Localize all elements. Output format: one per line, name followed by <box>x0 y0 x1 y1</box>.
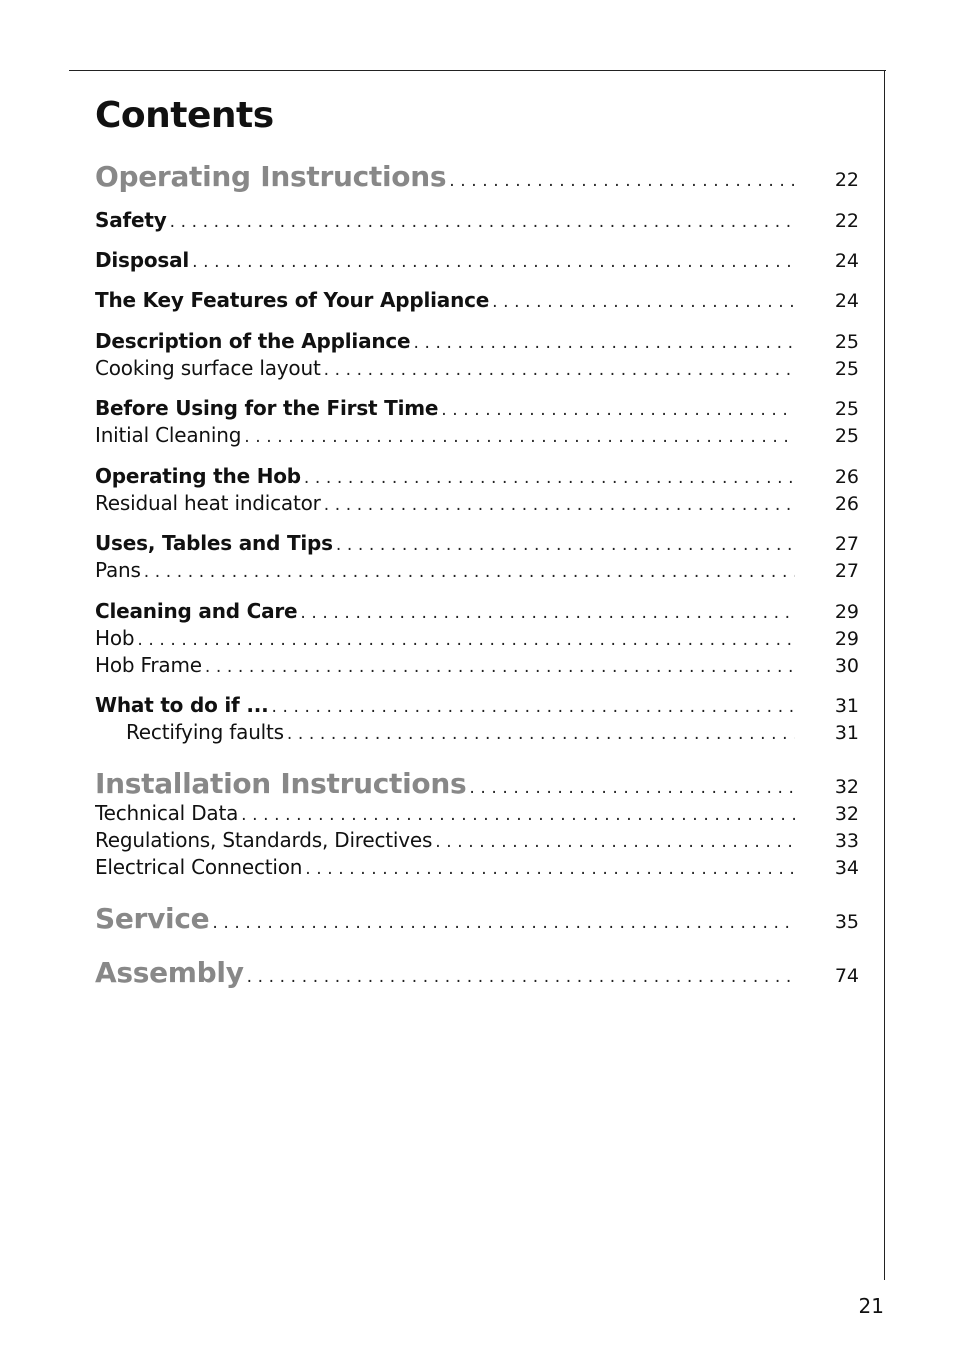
dot-leader <box>336 535 795 555</box>
toc-entry-page: 25 <box>834 425 859 447</box>
toc-entry-label: Safety <box>95 208 167 232</box>
toc-entry-page: 25 <box>834 358 859 380</box>
toc-entry-technical-data[interactable] <box>95 801 859 825</box>
toc-entry-label: Installation Instructions <box>95 767 467 800</box>
toc-entry-what-to-do-if[interactable] <box>95 693 859 717</box>
dot-leader <box>469 778 795 798</box>
toc-entry-label: Pans <box>95 558 141 582</box>
toc-entry-page: 35 <box>834 911 859 933</box>
dot-leader <box>435 832 795 852</box>
toc-entry-key-features[interactable] <box>95 288 859 312</box>
toc-entry-service[interactable] <box>95 902 859 935</box>
toc-entry-label: Technical Data <box>95 801 239 825</box>
toc-entry-label: Description of the Appliance <box>95 329 411 353</box>
right-rule <box>884 70 885 1280</box>
toc-entry-page: 32 <box>834 803 859 825</box>
dot-leader <box>212 913 795 933</box>
toc-entry-assembly[interactable] <box>95 956 859 989</box>
toc-entry-label: What to do if ... <box>95 693 269 717</box>
toc-entry-label: Cooking surface layout <box>95 356 321 380</box>
toc-entry-label: Cleaning and Care <box>95 599 298 623</box>
toc-entry-page: 31 <box>834 695 859 717</box>
toc-entry-label: Uses, Tables and Tips <box>95 531 333 555</box>
toc-entry-page: 25 <box>834 398 859 420</box>
toc-entry-label: Electrical Connection <box>95 855 303 879</box>
toc-entry-description[interactable] <box>95 329 859 353</box>
toc-entry-page: 26 <box>834 466 859 488</box>
toc-entry-hob-frame[interactable] <box>95 653 859 677</box>
toc-entry-label: Operating the Hob <box>95 464 301 488</box>
toc-entry-label: The Key Features of Your Appliance <box>95 288 490 312</box>
toc-entry-before-first-use[interactable] <box>95 396 859 420</box>
dot-leader <box>205 657 795 677</box>
toc-entry-operating-instructions[interactable] <box>95 160 859 193</box>
dot-leader <box>324 360 795 380</box>
dot-leader <box>304 468 795 488</box>
toc-entry-label: Disposal <box>95 248 190 272</box>
toc-entry-label: Rectifying faults <box>126 720 284 744</box>
toc-entry-page: 29 <box>834 628 859 650</box>
toc-entry-page: 22 <box>834 169 859 191</box>
dot-leader <box>247 967 795 987</box>
toc-entry-page: 22 <box>834 210 859 232</box>
toc-entry-label: Before Using for the First Time <box>95 396 439 420</box>
dot-leader <box>137 630 795 650</box>
toc-entry-page: 26 <box>834 493 859 515</box>
toc-entry-page: 24 <box>834 290 859 312</box>
dot-leader <box>324 495 795 515</box>
toc-entry-initial-cleaning[interactable] <box>95 423 859 447</box>
dot-leader <box>441 400 795 420</box>
toc-entry-label: Regulations, Standards, Directives <box>95 828 433 852</box>
toc-entry-label: Service <box>95 902 210 935</box>
toc-entry-label: Assembly <box>95 956 244 989</box>
dot-leader <box>305 859 795 879</box>
toc-entry-page: 33 <box>834 830 859 852</box>
toc-entry-safety[interactable] <box>95 208 859 232</box>
dot-leader <box>492 292 795 312</box>
dot-leader <box>144 562 795 582</box>
toc-entry-cleaning-and-care[interactable] <box>95 599 859 623</box>
dot-leader <box>241 805 795 825</box>
toc-entry-page: 27 <box>834 533 859 555</box>
toc-entry-uses-tables-tips[interactable] <box>95 531 859 555</box>
toc-entry-installation-instructions[interactable] <box>95 767 859 800</box>
toc-entry-label: Residual heat indicator <box>95 491 321 515</box>
top-rule <box>69 70 886 71</box>
dot-leader <box>170 212 795 232</box>
toc-entry-disposal[interactable] <box>95 248 859 272</box>
page-title: Contents <box>95 95 274 136</box>
dot-leader <box>300 603 795 623</box>
toc-entry-label: Operating Instructions <box>95 160 447 193</box>
dot-leader <box>192 252 795 272</box>
dot-leader <box>287 724 795 744</box>
toc-entry-page: 74 <box>834 965 859 987</box>
dot-leader <box>244 427 795 447</box>
toc-entry-pans[interactable] <box>95 558 859 582</box>
toc-entry-operating-the-hob[interactable] <box>95 464 859 488</box>
dot-leader <box>449 171 795 191</box>
toc-entry-regulations[interactable] <box>95 828 859 852</box>
toc-entry-page: 31 <box>834 722 859 744</box>
page-number: 21 <box>858 1294 884 1318</box>
toc-entry-page: 32 <box>834 776 859 798</box>
toc-entry-page: 27 <box>834 560 859 582</box>
toc-entry-page: 25 <box>834 331 859 353</box>
toc-entry-hob[interactable] <box>95 626 859 650</box>
toc-entry-residual-heat-indicator[interactable] <box>95 491 859 515</box>
dot-leader <box>272 697 795 717</box>
toc-entry-page: 30 <box>834 655 859 677</box>
toc-entry-page: 34 <box>834 857 859 879</box>
toc-entry-label: Initial Cleaning <box>95 423 242 447</box>
dot-leader <box>413 333 795 353</box>
toc-entry-cooking-surface-layout[interactable] <box>95 356 859 380</box>
toc-entry-page: 29 <box>834 601 859 623</box>
toc-entry-electrical-connection[interactable] <box>95 855 859 879</box>
toc-entry-label: Hob <box>95 626 135 650</box>
toc-entry-page: 24 <box>834 250 859 272</box>
toc-entry-label: Hob Frame <box>95 653 202 677</box>
toc-entry-rectifying-faults[interactable] <box>95 720 859 744</box>
